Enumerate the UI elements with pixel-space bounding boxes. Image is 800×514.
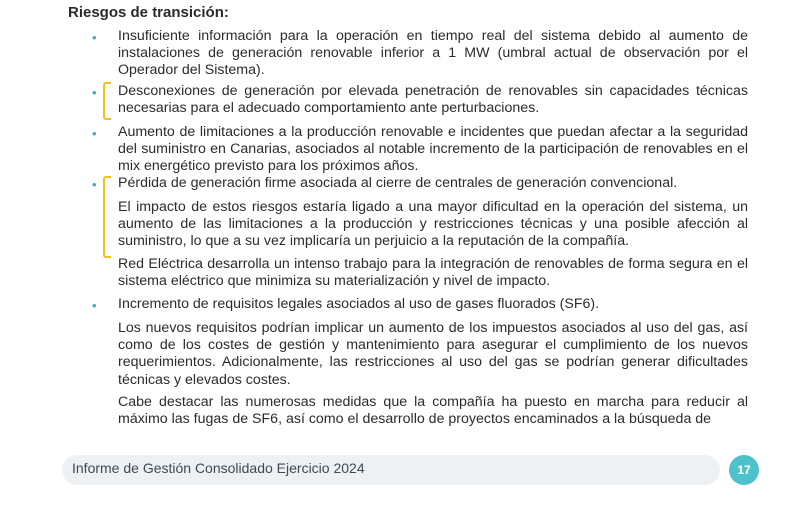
highlight-bracket [103,176,111,258]
page-number-badge: 17 [729,455,759,485]
section-heading: Riesgos de transición: [68,4,229,21]
bullet-marker: • [92,177,97,192]
paragraph-requisitos: Los nuevos requisitos podrían implicar un aumento de los impuestos asociados al uso del gas, así como de los costes de gestión y mantenimiento para asegurar el cumplimiento de los nuevos requerimientos. Adicionalmente, las restricciones al uso del gas se podrían generar dificultades técnicas y elevados costes. [118,320,748,388]
bullet-item-2: Desconexiones de generación por elevada penetración de renovables sin capacidades técnicas necesarias para el adecuado comportamiento ante perturbaciones. [118,83,748,117]
paragraph-medidas: Cabe destacar las numerosas medidas que la compañía ha puesto en marcha para reducir al máximo las fugas de SF6, así como el desarrollo de proyectos encaminados a la búsqueda de [118,394,748,428]
bullet-marker: • [92,85,97,100]
bullet-item-1: Insuficiente información para la operación en tiempo real del sistema debido al aumento de instalaciones de generación renovable inferior a 1 MW (umbral actual de observación por el Operador del Sistema). [118,28,748,79]
bullet-marker: • [92,126,97,141]
bullet-marker: • [92,30,97,45]
footer-title: Informe de Gestión Consolidado Ejercicio 2024 [72,460,365,476]
paragraph-red-electrica: Red Eléctrica desarrolla un intenso trabajo para la integración de renovables de forma segura en el sistema eléctrico que minimiza su materialización y nivel de impacto. [118,256,748,290]
bullet-item-4: Pérdida de generación firme asociada al cierre de centrales de generación convencional. [118,175,678,191]
highlight-bracket [103,82,111,120]
bullet-marker: • [92,298,97,313]
paragraph-impact: El impacto de estos riesgos estaría ligado a una mayor dificultad en la operación del sistema, un aumento de las limitaciones a la producción y restricciones técnicas y una posible afección al suministro, lo que a su vez implicaría un perjuicio a la reputación de la compañía. [118,199,748,250]
bullet-item-3: Aumento de limitaciones a la producción renovable e incidentes que puedan afectar a la seguridad del suministro en Canarias, asociados al notable incremento de la participación de renovables en el mix energético previsto para los próximos años. [118,124,748,175]
bullet-item-5: Incremento de requisitos legales asociados al uso de gases fluorados (SF6). [118,296,600,312]
